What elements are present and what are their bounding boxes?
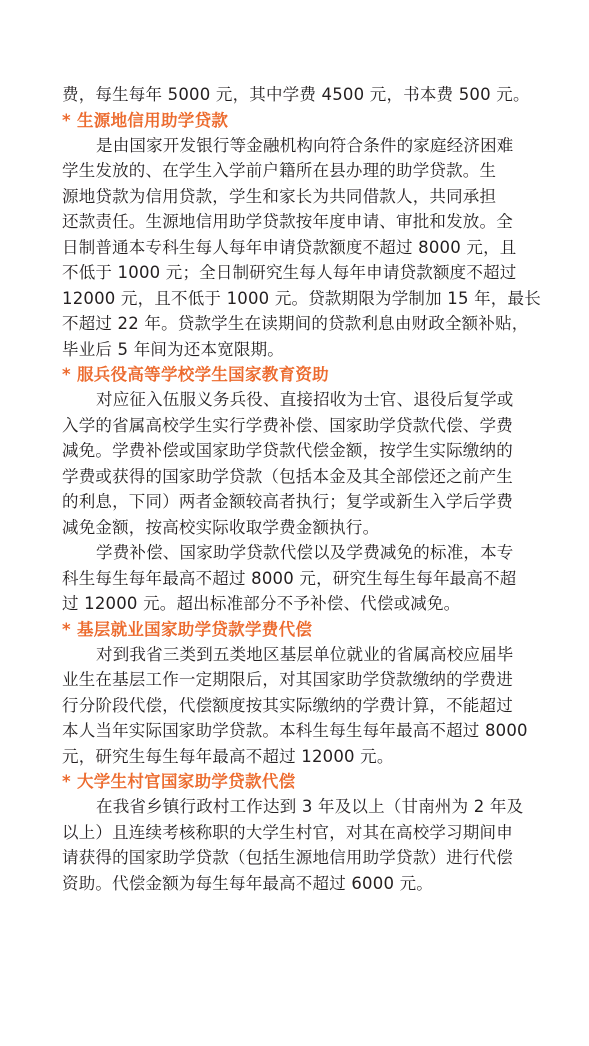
section-heading: * 服兵役高等学校学生国家教育资助 [62,365,329,384]
text-line: 学生发放的、在学生入学前户籍所在县办理的助学贷款。生 [62,161,497,180]
text-line: 对到我省三类到五类地区基层单位就业的省属高校应届毕 [96,644,514,664]
text-line: 资助。代偿金额为每生每年最高不超过 6000 元。 [62,873,433,893]
text-line: 日制普通本专科生每人每年申请贷款额度不超过 8000 元，且 [62,237,517,257]
text-line: 学费或获得的国家助学贷款（包括本金及其全部偿还之前产生 [62,466,513,486]
intro-line: 费，每生每年 5000 元，其中学费 4500 元，书本费 500 元。 [62,85,530,104]
text-line: 过 12000 元。超出标准部分不予补偿、代偿或减免。 [62,594,461,613]
text-line: 本人当年实际国家助学贷款。本科生每生每年最高不超过 8000 [62,721,528,740]
text-line: 是由国家开发银行等金融机构向符合条件的家庭经济困难 [96,135,514,155]
text-line: 源地贷款为信用贷款，学生和家长为共同借款人，共同承担 [62,186,497,206]
document-page [62,82,550,896]
text-line: 科生每生每年最高不超过 8000 元，研究生每生每年最高不超 [62,568,517,588]
text-line: 元，研究生每生每年最高不超过 12000 元。 [62,746,394,766]
text-line: 12000 元，且不低于 1000 元。贷款期限为学制加 15 年，最长 [62,288,541,308]
text-line: 减免金额，按高校实际收取学费金额执行。 [62,517,380,537]
text-line: 行分阶段代偿，代偿额度按其实际缴纳的学费计算，不能超过 [62,695,513,715]
text-line: 的利息，下同）两者金额较高者执行；复学或新生入学后学费 [62,492,513,511]
text-line: 毕业后 5 年间为还本宽限期。 [62,339,284,359]
text-line: 业生在基层工作一定期限后，对其国家助学贷款缴纳的学费进 [62,670,513,689]
text-line: 减免。学费补偿或国家助学贷款代偿金额，按学生实际缴纳的 [62,441,513,460]
text-line: 入学的省属高校学生实行学费补偿、国家助学贷款代偿、学费 [62,415,513,435]
text-line: 还款责任。生源地信用助学贷款按年度申请、审批和发放。全 [62,212,513,231]
text-line: 不低于 1000 元；全日制研究生每人每年申请贷款额度不超过 [62,263,517,282]
section-heading: * 生源地信用助学贷款 [62,110,229,130]
text-line: 在我省乡镇行政村工作达到 3 年及以上（甘南州为 2 年及 [96,797,524,816]
text-line: 请获得的国家助学贷款（包括生源地信用助学贷款）进行代偿 [62,848,513,867]
section-heading: * 大学生村官国家助学贷款代偿 [62,772,296,791]
text-line: 学费补偿、国家助学贷款代偿以及学费减免的标准，本专 [96,543,514,562]
section-heading: * 基层就业国家助学贷款学费代偿 [62,619,313,639]
text-line: 对应征入伍服义务兵役、直接招收为士官、退役后复学或 [96,390,514,409]
text-line: 不超过 22 年。贷款学生在读期间的贷款利息由财政全额补贴， [62,314,529,333]
text-line: 以上）且连续考核称职的大学生村官，对其在高校学习期间申 [62,822,513,842]
